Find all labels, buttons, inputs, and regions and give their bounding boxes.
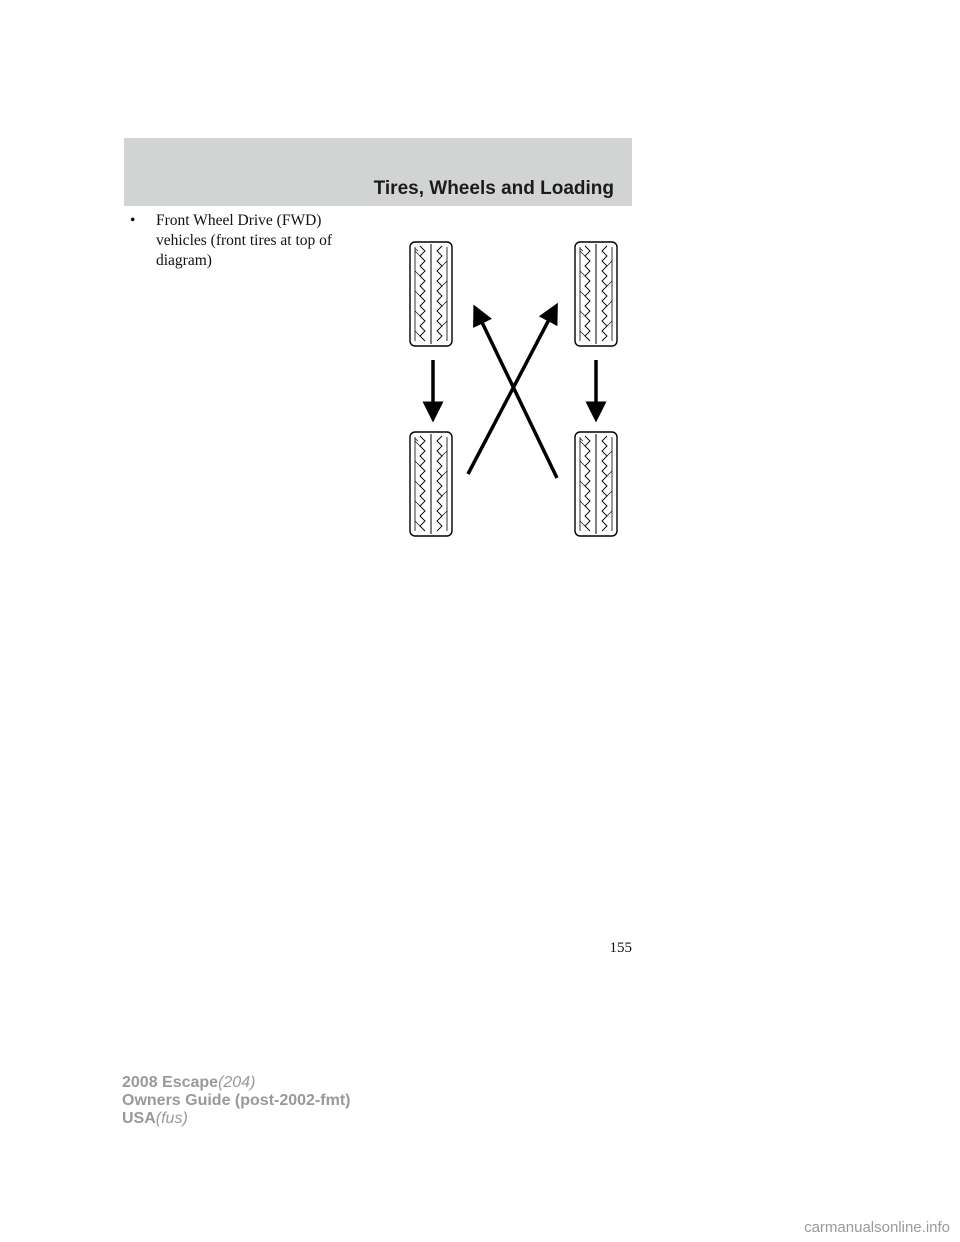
bullet-symbol: • — [130, 212, 136, 229]
tire-front-right — [575, 242, 617, 346]
tire-front-left — [410, 242, 452, 346]
section-header-band — [124, 138, 632, 206]
arrow-rear-right-to-front-left — [478, 314, 557, 478]
footer-market-code: (fus) — [155, 1110, 188, 1127]
footer-guide: Owners Guide (post-2002-fmt) — [122, 1092, 351, 1109]
footer-model: 2008 Escape — [122, 1074, 219, 1091]
footer-model-code: (204) — [218, 1074, 256, 1091]
tire-rear-right — [575, 432, 617, 536]
bullet-text: Front Wheel Drive (FWD) vehicles (front tires at top of diagram) — [156, 212, 333, 269]
footer-line-2 — [122, 1092, 350, 1110]
arrow-rear-left-to-front-right — [468, 312, 553, 474]
footer-line-3 — [122, 1110, 350, 1128]
tire-rotation-diagram — [400, 236, 632, 542]
document-footer — [122, 1074, 350, 1128]
footer-line-1 — [122, 1074, 350, 1092]
section-title: Tires, Wheels and Loading — [373, 178, 614, 199]
bullet-item — [130, 211, 355, 271]
tire-rear-left — [410, 432, 452, 536]
page-number: 155 — [609, 940, 632, 956]
watermark: carmanualsonline.info — [804, 1219, 950, 1236]
footer-market: USA — [122, 1110, 156, 1127]
